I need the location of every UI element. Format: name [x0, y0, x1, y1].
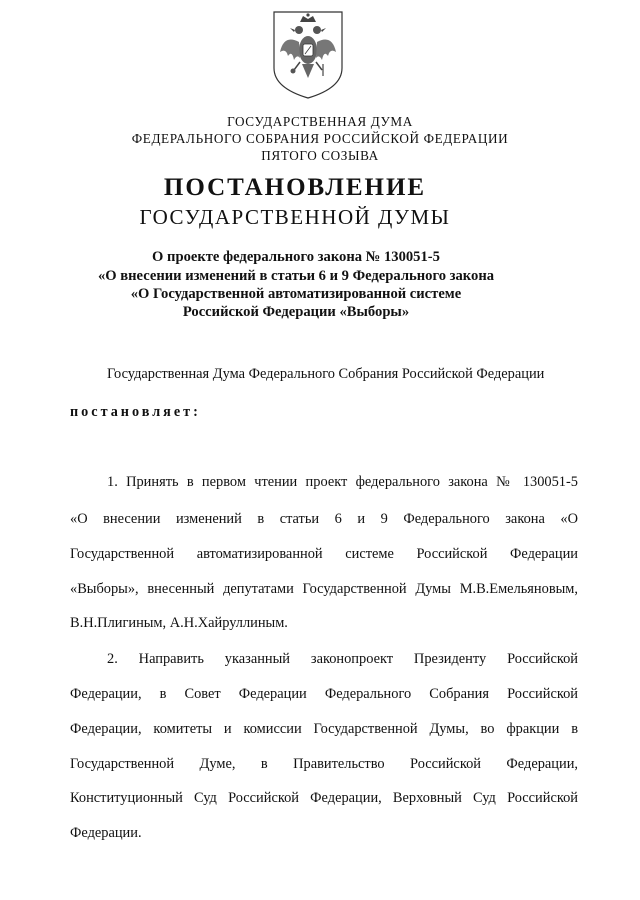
item2-line: Федерации.	[70, 825, 142, 841]
subject-line: «О Государственной автоматизированной системе	[130, 286, 462, 302]
document-type-title: ПОСТАНОВЛЕНИЕ	[163, 174, 427, 201]
coat-of-arms-icon	[270, 8, 346, 100]
item2-line: Конституционный Суд Российской Федерации, Верховный Суд Российской	[70, 790, 578, 806]
item1-line: «О внесении изменений в статьи 6 и 9 Федерального закона «О	[70, 511, 578, 527]
item1-line: В.Н.Плигиным, А.Н.Хайруллиным.	[70, 615, 288, 631]
document-type-subtitle: ГОСУДАРСТВЕННОЙ ДУМЫ	[139, 205, 451, 229]
subject-line: «О внесении изменений в статьи 6 и 9 Федерального закона	[97, 268, 495, 284]
item2-line: Государственной Думе, в Правительство Российской Федерации,	[70, 756, 578, 772]
item2-line: Федерации, в Совет Федерации Федерального Собрания Российской	[70, 686, 578, 702]
org-line-duma: ГОСУДАРСТВЕННАЯ ДУМА	[227, 114, 413, 129]
subject-line: Российской Федерации «Выборы»	[182, 304, 410, 320]
subject-line: О проекте федерального закона № 130051-5	[152, 249, 440, 265]
item1-line: Государственной автоматизированной системе Российской Федерации	[70, 546, 578, 562]
preamble-text: Государственная Дума Федерального Собрания Российской Федерации	[107, 366, 545, 382]
item2-line: Федерации, комитеты и комиссии Государственной Думы, во фракции в	[70, 721, 578, 737]
resolves-text: постановляет:	[70, 404, 201, 420]
item2-line: 2. Направить указанный законопроект Президенту Российской	[107, 651, 578, 667]
item1-line: 1. Принять в первом чтении проект федерального закона № 130051-5	[107, 474, 578, 490]
org-line-federal-assembly: ФЕДЕРАЛЬНОГО СОБРАНИЯ РОССИЙСКОЙ ФЕДЕРАЦИИ	[131, 131, 509, 146]
org-line-convocation: ПЯТОГО СОЗЫВА	[261, 148, 379, 163]
item1-line: «Выборы», внесенный депутатами Государственной Думы М.В.Емельяновым,	[70, 581, 578, 597]
